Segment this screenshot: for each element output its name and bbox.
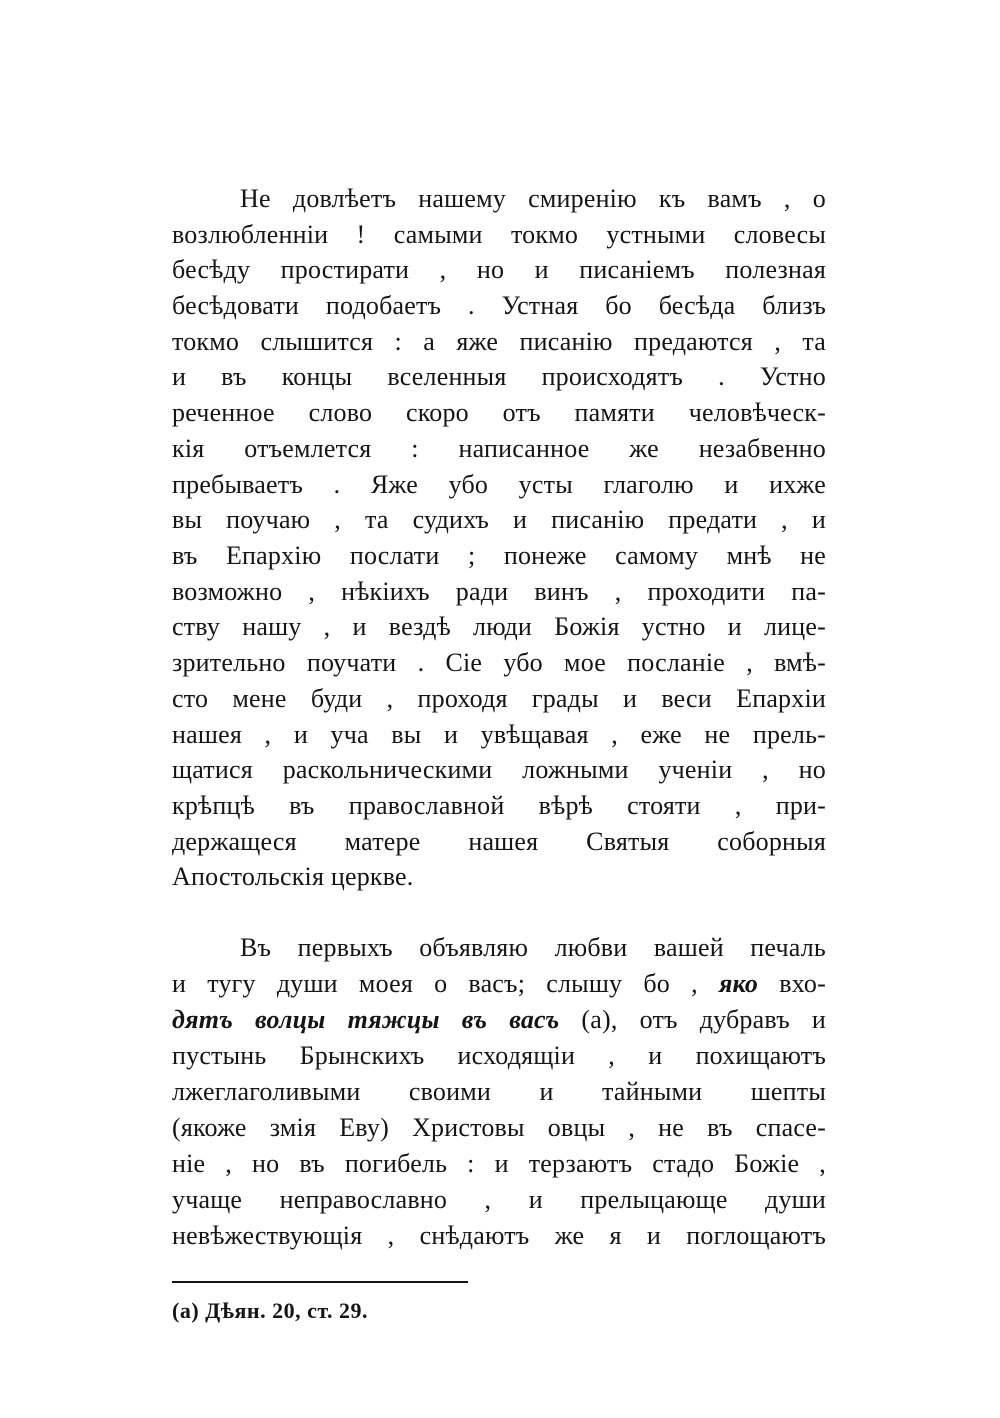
text-line: сто мене буди , проходя грады и веси Епархіи: [172, 684, 826, 713]
text-line: и въ концы вселенныя происходятъ . Устно: [172, 362, 826, 391]
text-line: вы поучаю , та судихъ и писанію предати , и: [172, 505, 826, 534]
text-line: ству нашу , и вездѣ люди Божія устно и лице-: [172, 612, 826, 641]
text-line: щатися раскольническими ложными ученіи , но: [172, 755, 826, 784]
text-line: учаще неправославно , и прелыцающе души: [172, 1185, 826, 1214]
text-line: токмо слышится : а яже писанію предаются , та: [172, 327, 826, 356]
footnote-divider: [172, 1281, 468, 1283]
text-line: зрительно поучати . Сіе убо мое посланіе , вмѣ-: [172, 648, 826, 677]
text-run: вхо-: [779, 969, 826, 998]
italic-text: яко: [718, 969, 759, 998]
footnote: (а) Дѣян. 20, ст. 29.: [172, 1298, 368, 1323]
text-line: Апостольскія церкве.: [172, 862, 414, 891]
text-line: Не довлѣетъ нашему смиренію къ вамъ , о: [240, 184, 826, 213]
text-run: и тугу души моея о васъ; слышу бо ,: [172, 969, 698, 998]
text-line: возможно , нѣкіихъ ради винъ , проходити па-: [172, 577, 826, 606]
text-line: реченное слово скоро отъ памяти человѣческ-: [172, 398, 826, 427]
text-line: [172, 966, 826, 1002]
text-line: крѣпцѣ въ православной вѣрѣ стояти , при-: [172, 791, 826, 820]
text-line: пребываетъ . Яже убо усты глаголю и ихже: [172, 470, 826, 499]
text-line: пустынь Брынскихъ исходящіи , и похищаютъ: [172, 1041, 826, 1070]
text-line: (якоже змія Еву) Христовы овцы , не въ спасе-: [172, 1113, 826, 1142]
text-line: ніе , но въ погибель : и терзаютъ стадо Божіе ,: [172, 1149, 826, 1178]
text-line: невѣжествующія , снѣдаютъ же я и поглощаютъ: [172, 1221, 826, 1250]
text-line: Въ первыхъ объявляю любви вашей печаль: [240, 933, 826, 962]
text-line: возлюбленніи ! самыми токмо устными словесы: [172, 220, 826, 249]
italic-text: дятъ волцы тяжцы въ васъ: [172, 1005, 560, 1034]
text-line: держащеся матере нашея Святыя соборныя: [172, 827, 826, 856]
text-run: (а), отъ дубравъ и: [581, 1005, 826, 1034]
text-line: бесѣду простирати , но и писаніемъ полезная: [172, 255, 826, 284]
text-line: лжеглаголивыми своими и тайными шепты: [172, 1077, 826, 1106]
text-line: бесѣдовати подобаетъ . Устная бо бесѣда близъ: [172, 291, 826, 320]
text-line: [172, 1002, 826, 1038]
text-line: кія отъемлется : написанное же незабвенно: [172, 434, 826, 463]
text-line: нашея , и уча вы и увѣщавая , еже не прель-: [172, 720, 826, 749]
text-line: въ Епархію послати ; понеже самому мнѣ не: [172, 541, 826, 570]
